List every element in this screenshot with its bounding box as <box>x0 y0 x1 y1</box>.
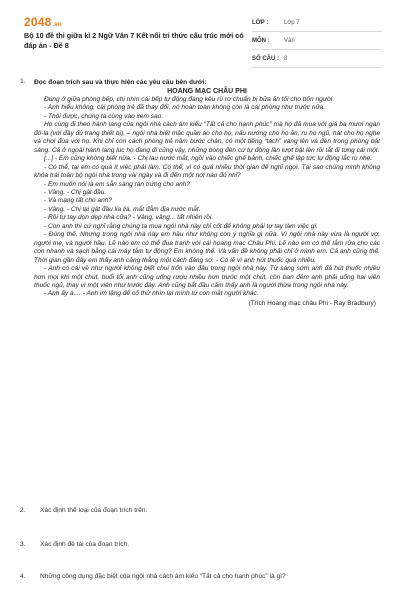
passage-paragraph: Họ cùng đi theo hành lang của ngôi nhà cách âm kiểu “Tất cả cho hạnh phúc” mà họ đã mua với giá ba mươi ngàn đô-la (với đầy đủ trang thiết bị), – ngôi nhà biết mặc quần áo cho họ, nấu nướng cho họ ăn, ru họ ngủ, hát cho họ nghe và chơi đùa với họ. Khi chỉ còn cách phòng trẻ năm bước chân, có một tiếng “tách” vang lên và đèn trong phòng bật sáng. Cả ở ngoài hành lang lúc họ đang đi cũng vậy, những bóng đèn cứ tự động lần lượt bật lên rồi tắt đi từng cái một. <box>34 121 380 154</box>
site-logo[interactable] <box>24 15 62 29</box>
meta-label: SỐ CÂU : <box>252 56 279 62</box>
passage-paragraph: - Rồi tự tay dọn dẹp nhà cửa? - Vâng, vâng... tất nhiên rồi. <box>44 214 214 222</box>
question-2 <box>20 506 380 515</box>
passage-paragraph: - Vâng. - Chị lại gật đầu lia lịa, mắt đẫm địa nước mắt. <box>44 205 201 213</box>
logo-suffix: .vn <box>52 22 62 28</box>
question-text: Xác định đề tài của đoạn trích. <box>40 541 130 548</box>
meta-row-class <box>252 18 382 32</box>
passage-paragraph: - Anh có cái về như người không biết chui trốn vào đâu trong ngôi nhà này. Từ sáng sớm anh đã hút thuốc nhiều hơn mọi khi một chút, buổi tối anh cũng uống rượu nhiều hơn trước một chút, còn ban đêm anh phải uống hai viên thuốc ngủ, thay vì một viên như trước đây. Anh cũng bắt đầu cảm thấy anh là người thừa trong ngôi nhà này. <box>34 265 380 289</box>
meta-value: Văn <box>284 38 295 44</box>
passage-paragraph: Đúng ở giữa phòng bếp, chị nhìn cái bếp tự động đang kêu rù rơ chuẩn bị bữa ăn tối cho bốn người. <box>44 96 335 103</box>
passage-paragraph: [...] - Em cũng không biết nữa. - Chị lau nước mắt, ngồi vào chiếc ghế bành, chiếc ghế lập tức tự động lắc ru nhẹ. <box>44 155 373 163</box>
passage-paragraph: - Có thể, tại em có quá ít việc phải làm. Có thể, vì có quá nhiều thời gian để nghĩ ngợi. Tại sao chúng mình không khóa trái toàn bộ ngôi nhà trong vài ngày và đi đến một nơi nào đó nhỉ? <box>34 163 380 180</box>
question-4 <box>20 572 380 581</box>
meta-value: Lớp 7 <box>284 20 300 26</box>
question-number: 1. <box>20 78 26 85</box>
passage-paragraph: - Vâng. - Chị gật đầu. <box>44 188 107 196</box>
meta-label: LỚP : <box>252 20 269 26</box>
passage-paragraph: - Và mạng tất cho anh? <box>44 197 113 205</box>
passage-text <box>34 96 380 299</box>
page-header <box>0 0 400 62</box>
meta-value: 8 <box>284 56 288 62</box>
meta-row-subject <box>252 36 382 50</box>
passage-source: (Trích Hoang mạc châu Phi - Ray Bradbury) <box>248 299 376 307</box>
question-3 <box>20 540 380 549</box>
logo-text: 2048 <box>24 15 52 29</box>
document-meta <box>252 18 382 72</box>
question-number: 4. <box>20 573 26 580</box>
question-prompt: Đọc đoạn trích sau và thực hiện các yêu cầu bên dưới: <box>34 79 207 86</box>
document-body <box>20 78 380 308</box>
document-title: Bộ 10 đề thi giữa kì 2 Ngữ Văn 7 Kết nối tri thức cấu trúc mới có đáp án - Đề 8 <box>24 31 244 50</box>
question-text: Xác định thể loại của đoạn trích trên. <box>40 507 148 514</box>
passage-title: HOANG MẠC CHÂU PHI <box>167 88 247 95</box>
question-number: 3. <box>20 541 26 548</box>
passage-paragraph: - Còn anh thì cứ nghĩ rằng chúng ta mua ngôi nhà này chỉ cốt để không phải tự tay làm việc gì. <box>44 222 318 230</box>
question-1 <box>20 78 380 308</box>
passage-paragraph: - Em muốn nói là em sẵn sàng rán trứng cho anh? <box>44 180 191 188</box>
question-number: 2. <box>20 507 26 514</box>
passage-paragraph: - Anh ấy à.... - Anh im lặng để cố thử nhìn lại mình từ con mắt người khác. <box>44 290 259 298</box>
question-text: Những công dụng đặc biệt của ngôi nhà cách âm kiểu “Tất cả cho hạnh phúc” là gì? <box>40 573 286 580</box>
passage-paragraph: - Anh hiểu không, cái phòng trẻ đã thay đổi, nó hoàn toàn không còn là cái phòng như trước nữa. <box>44 104 326 112</box>
meta-label: MÔN : <box>252 38 270 44</box>
passage-paragraph: - Thôi được, chúng ta cùng vào xem sao. <box>44 112 164 120</box>
passage-paragraph: - Đúng thế. Nhưng trong ngôi nhà này em hầu như không còn ý nghĩa gì nữa. Vì ngôi nhà này vừa là người vợ, người mẹ, và người hầu. Lẽ nào em có thể đua tranh với cái hoang mạc Châu Phi. Lẽ nào em có thể tắm rửa cho các con nhanh và sạch bằng cái máy tắm tự động? Em không thể. Và vấn đề không phải chỉ ở mình em. Cả anh cũng thế. Thời gian gần đây em thấy anh căng thẳng một cách đáng sợ. - Có lẽ vì anh hút thuốc quá nhiều. <box>34 231 380 264</box>
meta-row-question-count <box>252 54 382 68</box>
